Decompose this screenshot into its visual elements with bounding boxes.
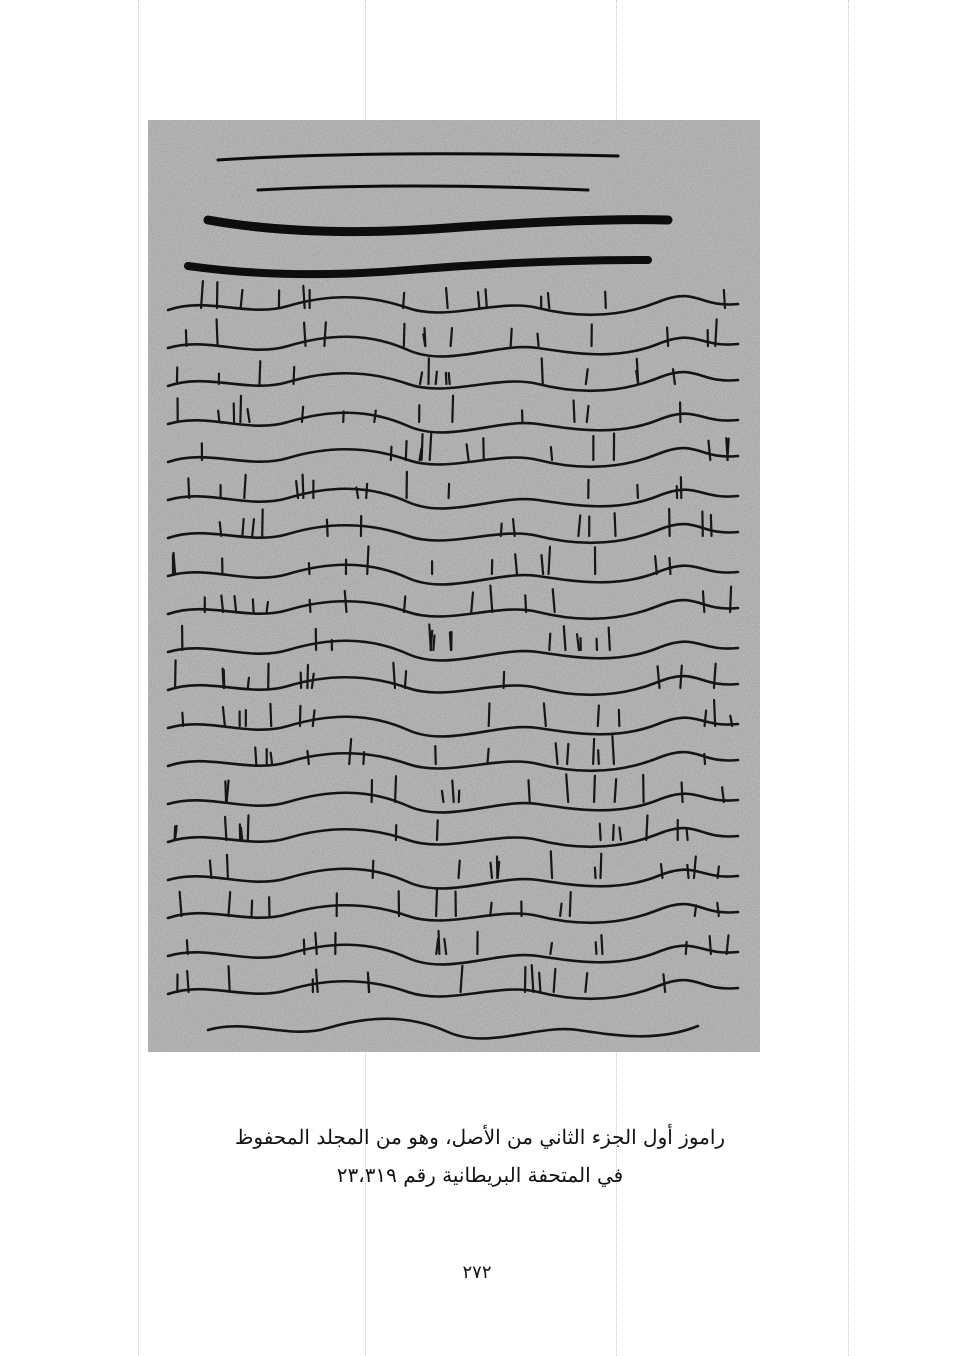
script-stroke	[430, 433, 432, 460]
script-stroke	[695, 905, 696, 916]
script-stroke	[612, 736, 614, 764]
script-stroke	[367, 546, 368, 574]
script-stroke	[711, 515, 712, 536]
script-stroke	[478, 292, 479, 308]
manuscript-facsimile-icon	[148, 120, 760, 1052]
script-stroke	[405, 671, 406, 688]
script-stroke	[449, 484, 450, 498]
script-stroke	[542, 358, 543, 384]
script-stroke	[550, 943, 552, 954]
script-stroke	[715, 319, 716, 346]
script-stroke	[403, 293, 404, 308]
script-stroke	[661, 864, 662, 878]
script-stroke	[315, 933, 316, 954]
script-stroke	[600, 824, 601, 840]
script-stroke	[491, 863, 492, 878]
script-stroke	[501, 524, 502, 536]
script-stroke	[259, 361, 260, 384]
script-stroke	[433, 635, 434, 650]
script-stroke	[220, 522, 221, 536]
script-stroke	[717, 903, 719, 916]
script-stroke	[310, 600, 311, 612]
script-stroke	[303, 475, 304, 498]
script-stroke	[374, 411, 376, 422]
script-stroke	[667, 328, 668, 346]
manuscript-image	[148, 120, 760, 1052]
script-stroke	[682, 782, 683, 802]
script-stroke	[309, 563, 310, 574]
script-stroke	[539, 973, 540, 992]
script-stroke	[304, 940, 305, 954]
script-stroke	[595, 868, 596, 878]
script-stroke	[703, 591, 704, 612]
script-stroke	[442, 791, 444, 802]
script-stroke	[223, 669, 224, 688]
script-stroke	[446, 373, 447, 384]
script-stroke	[316, 970, 318, 992]
script-stroke	[549, 634, 550, 650]
caption-line-2: في المتحفة البريطانية رقم ٢٣،٣١٩	[336, 1163, 624, 1187]
figure-caption	[100, 1118, 860, 1194]
script-stroke	[242, 519, 243, 536]
script-stroke	[615, 779, 616, 802]
script-stroke	[487, 749, 488, 764]
script-stroke	[449, 373, 450, 384]
script-stroke	[406, 441, 407, 460]
script-stroke	[248, 678, 249, 688]
script-stroke	[687, 828, 688, 840]
script-stroke	[227, 855, 228, 878]
script-stroke	[324, 322, 325, 346]
script-stroke	[551, 447, 552, 460]
script-stroke	[446, 288, 448, 308]
script-stroke	[452, 396, 453, 422]
script-stroke	[601, 935, 602, 954]
script-stroke	[596, 942, 597, 954]
script-stroke	[438, 931, 439, 954]
script-stroke	[714, 700, 715, 726]
script-stroke	[422, 434, 423, 460]
script-stroke	[537, 334, 538, 346]
script-stroke	[730, 587, 731, 612]
script-stroke	[605, 292, 606, 308]
script-stroke	[187, 940, 188, 954]
script-stroke	[489, 703, 490, 726]
script-stroke	[705, 711, 707, 726]
script-stroke	[182, 713, 183, 726]
script-stroke	[504, 672, 505, 688]
script-stroke	[244, 475, 245, 498]
script-stroke	[373, 861, 374, 878]
script-stroke	[490, 903, 491, 916]
script-stroke	[404, 324, 405, 346]
script-stroke	[429, 624, 431, 650]
script-stroke	[567, 744, 568, 764]
script-stroke	[255, 748, 256, 764]
script-stroke	[451, 328, 452, 346]
script-stroke	[525, 595, 526, 612]
script-stroke	[615, 513, 616, 536]
script-stroke	[186, 330, 187, 346]
script-stroke	[486, 289, 487, 308]
script-stroke	[307, 751, 308, 764]
script-stroke	[646, 815, 647, 840]
script-stroke	[248, 815, 249, 840]
script-stroke	[253, 599, 254, 612]
script-stroke	[303, 286, 304, 308]
script-stroke	[218, 411, 219, 422]
script-stroke	[726, 438, 727, 460]
script-stroke	[293, 367, 294, 384]
script-stroke	[498, 862, 499, 878]
script-stroke	[229, 966, 230, 992]
script-stroke	[680, 666, 681, 688]
script-stroke	[718, 867, 719, 878]
script-stroke	[637, 359, 638, 384]
script-stroke	[240, 396, 241, 422]
script-stroke	[217, 319, 218, 346]
script-stroke	[548, 293, 549, 308]
script-stroke	[710, 936, 711, 954]
script-stroke	[669, 558, 670, 574]
script-stroke	[686, 942, 687, 954]
script-stroke	[267, 602, 268, 612]
script-stroke	[437, 820, 438, 840]
script-stroke	[594, 776, 595, 802]
script-stroke	[598, 706, 599, 726]
script-stroke	[528, 780, 529, 802]
script-stroke	[270, 704, 271, 726]
script-stroke	[452, 781, 453, 802]
script-stroke	[302, 407, 303, 422]
script-stroke	[570, 892, 571, 916]
script-stroke	[424, 328, 425, 346]
script-stroke	[391, 447, 392, 460]
page-number: ٢٧٢	[462, 1262, 492, 1283]
script-stroke	[601, 854, 602, 878]
script-stroke	[188, 478, 189, 498]
script-stroke	[560, 904, 561, 916]
script-stroke	[271, 753, 272, 764]
script-stroke	[436, 889, 437, 916]
script-stroke	[687, 865, 688, 878]
script-stroke	[327, 520, 328, 536]
script-stroke	[187, 971, 188, 992]
script-stroke	[613, 825, 614, 840]
script-stroke	[704, 754, 705, 764]
script-stroke	[395, 776, 396, 802]
script-stroke	[511, 329, 512, 346]
script-stroke	[549, 547, 550, 574]
script-stroke	[574, 400, 575, 422]
script-stroke	[619, 828, 621, 840]
script-stroke	[598, 750, 599, 764]
script-stroke	[551, 851, 552, 878]
script-stroke	[459, 861, 460, 878]
script-stroke	[363, 752, 364, 764]
script-stroke	[609, 628, 610, 650]
script-stroke	[252, 901, 253, 916]
script-stroke	[210, 860, 212, 878]
script-stroke	[241, 828, 242, 840]
script-stroke	[436, 372, 437, 384]
script-stroke	[637, 485, 638, 498]
script-stroke	[368, 978, 369, 992]
script-stroke	[225, 817, 226, 840]
script-stroke	[593, 739, 594, 764]
script-stroke	[304, 323, 305, 346]
caption-line-1: راموز أول الجزء الثاني من الأصل، وهو من المجلد المحفوظ	[234, 1125, 726, 1149]
script-stroke	[724, 290, 725, 308]
script-stroke	[366, 484, 367, 498]
script-stroke	[404, 596, 405, 612]
script-stroke	[307, 665, 308, 688]
